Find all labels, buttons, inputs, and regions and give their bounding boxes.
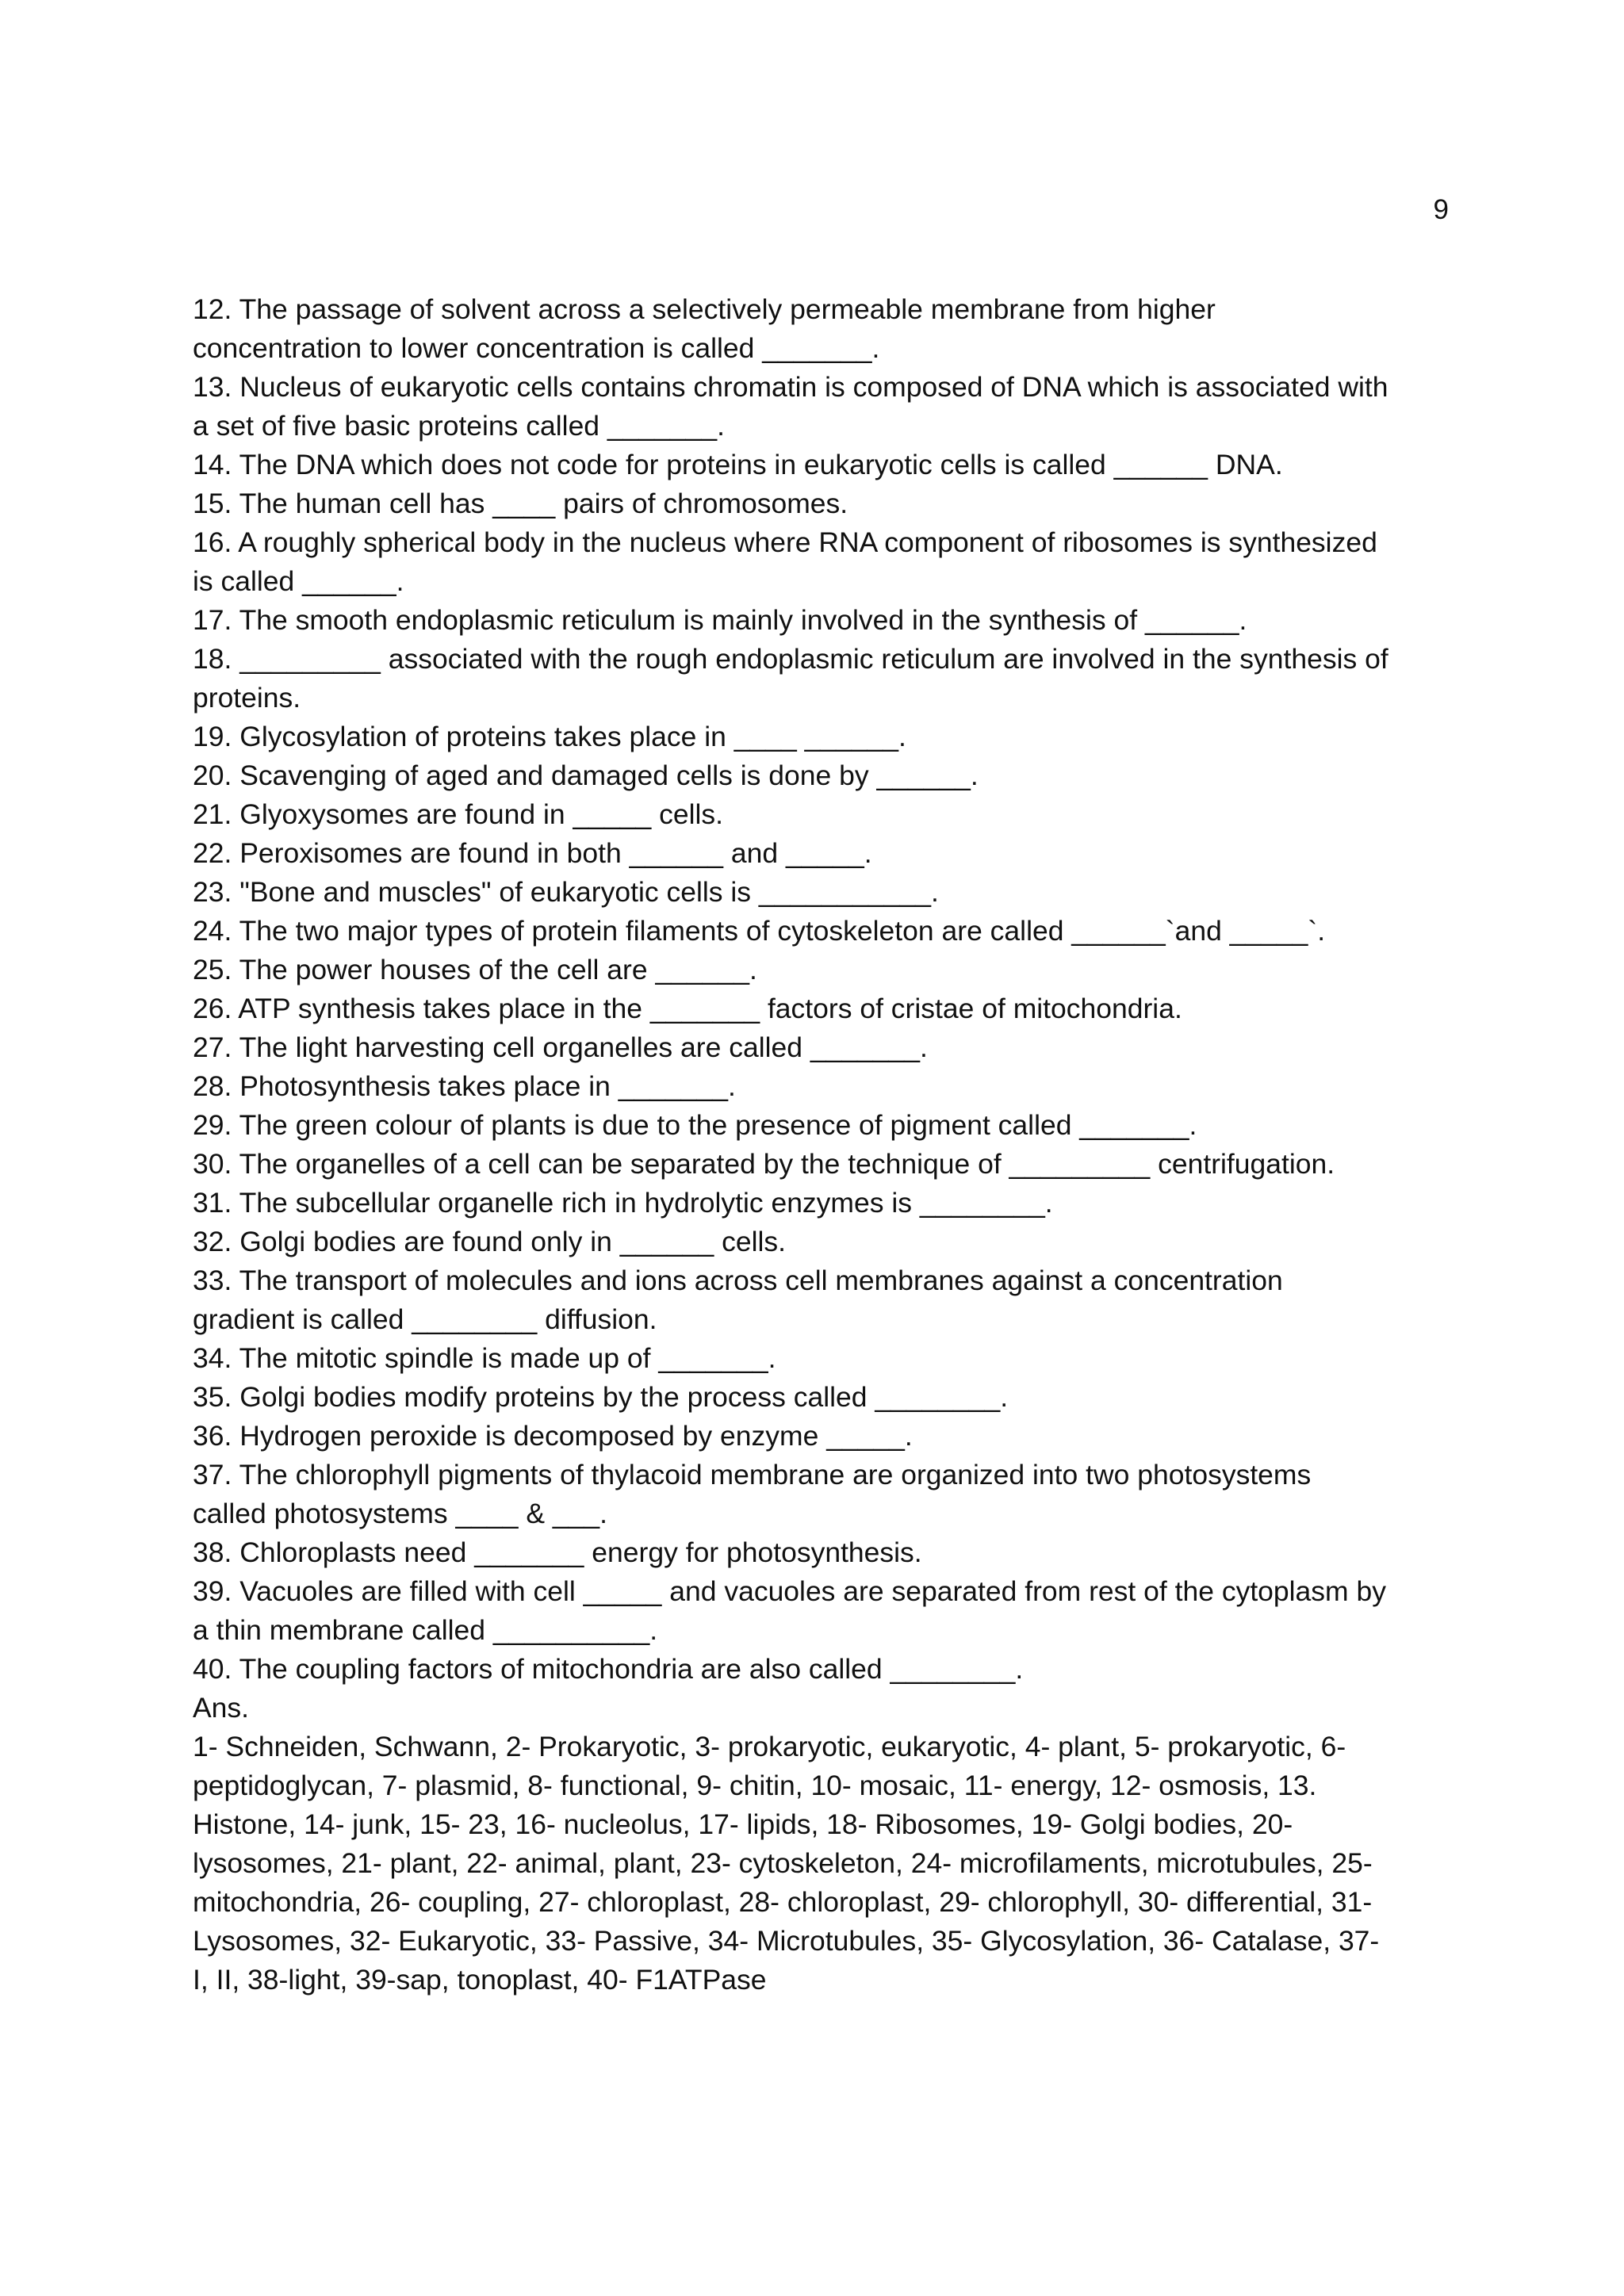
text-line: 29. The green colour of plants is due to the presence of pigment called _______. — [193, 1109, 1197, 1141]
text-line: 17. The smooth endoplasmic reticulum is mainly involved in the synthesis of ______. — [193, 604, 1247, 636]
text-line: Ans. — [193, 1692, 250, 1724]
text-line: 32. Golgi bodies are found only in ______ cells. — [193, 1226, 786, 1257]
text-line: 12. The passage of solvent across a selectively permeable membrane from higher — [193, 293, 1216, 325]
text-line: 13. Nucleus of eukaryotic cells contains chromatin is composed of DNA which is associated with — [193, 371, 1388, 403]
text-line: 23. "Bone and muscles" of eukaryotic cells is ___________. — [193, 876, 939, 908]
text-line: 40. The coupling factors of mitochondria are also called ________. — [193, 1653, 1024, 1685]
text-line: 31. The subcellular organelle rich in hydrolytic enzymes is ________. — [193, 1187, 1053, 1219]
text-line: gradient is called ________ diffusion. — [193, 1303, 657, 1335]
text-line: Histone, 14- junk, 15- 23, 16- nucleolus, 17- lipids, 18- Ribosomes, 19- Golgi bodies, 20- — [193, 1808, 1293, 1840]
text-line: 16. A roughly spherical body in the nucleus where RNA component of ribosomes is synthesized — [193, 526, 1377, 558]
text-line: 15. The human cell has ____ pairs of chromosomes. — [193, 488, 848, 519]
text-line: concentration to lower concentration is called _______. — [193, 332, 880, 364]
text-line: Lysosomes, 32- Eukaryotic, 33- Passive, 34- Microtubules, 35- Glycosylation, 36- Catalase, 37- — [193, 1925, 1380, 1957]
text-line: 14. The DNA which does not code for proteins in eukaryotic cells is called ______ DNA. — [193, 449, 1283, 480]
text-line: a thin membrane called __________. — [193, 1614, 658, 1646]
text-line: I, II, 38-light, 39-sap, tonoplast, 40- F1ATPase — [193, 1964, 767, 1996]
text-line: 34. The mitotic spindle is made up of _______. — [193, 1342, 776, 1374]
text-line: 21. Glyoxysomes are found in _____ cells. — [193, 798, 723, 830]
page-number: 9 — [1433, 194, 1449, 225]
text-line: mitochondria, 26- coupling, 27- chloroplast, 28- chloroplast, 29- chlorophyll, 30- differential, 31- — [193, 1886, 1373, 1918]
text-line: 36. Hydrogen peroxide is decomposed by enzyme _____. — [193, 1420, 913, 1452]
text-line: 30. The organelles of a cell can be separated by the technique of _________ centrifugation. — [193, 1148, 1335, 1180]
text-line: 22. Peroxisomes are found in both ______ and _____. — [193, 837, 872, 869]
text-line: 18. _________ associated with the rough endoplasmic reticulum are involved in the synthesis of — [193, 643, 1388, 675]
text-line: 25. The power houses of the cell are ______. — [193, 954, 757, 985]
text-line: 33. The transport of molecules and ions across cell membranes against a concentration — [193, 1265, 1283, 1296]
text-line: 20. Scavenging of aged and damaged cells is done by ______. — [193, 760, 979, 791]
text-line: 19. Glycosylation of proteins takes place in ____ ______. — [193, 721, 906, 752]
text-line: 39. Vacuoles are filled with cell _____ and vacuoles are separated from rest of the cytoplasm by — [193, 1575, 1386, 1607]
text-line: 38. Chloroplasts need _______ energy for photosynthesis. — [193, 1536, 922, 1568]
text-line: lysosomes, 21- plant, 22- animal, plant, 23- cytoskeleton, 24- microfilaments, microtubules, 25- — [193, 1847, 1373, 1879]
text-line: 1- Schneiden, Schwann, 2- Prokaryotic, 3- prokaryotic, eukaryotic, 4- plant, 5- prokaryotic, 6- — [193, 1731, 1346, 1762]
text-line: 24. The two major types of protein filaments of cytoskeleton are called ______`and _____`. — [193, 915, 1326, 947]
text-line: 26. ATP synthesis takes place in the _______ factors of cristae of mitochondria. — [193, 993, 1182, 1024]
text-line: 35. Golgi bodies modify proteins by the process called ________. — [193, 1381, 1009, 1413]
question-text-block — [193, 290, 1461, 1999]
text-line: a set of five basic proteins called _______. — [193, 410, 725, 442]
text-line: 27. The light harvesting cell organelles are called _______. — [193, 1031, 928, 1063]
text-line: peptidoglycan, 7- plasmid, 8- functional, 9- chitin, 10- mosaic, 11- energy, 12- osmosis, 13. — [193, 1770, 1317, 1801]
text-line: called photosystems ____ & ___. — [193, 1498, 607, 1529]
text-line: proteins. — [193, 682, 301, 714]
text-line: 37. The chlorophyll pigments of thylacoid membrane are organized into two photosystems — [193, 1459, 1312, 1490]
text-line: 28. Photosynthesis takes place in _______. — [193, 1070, 736, 1102]
text-line: is called ______. — [193, 565, 404, 597]
